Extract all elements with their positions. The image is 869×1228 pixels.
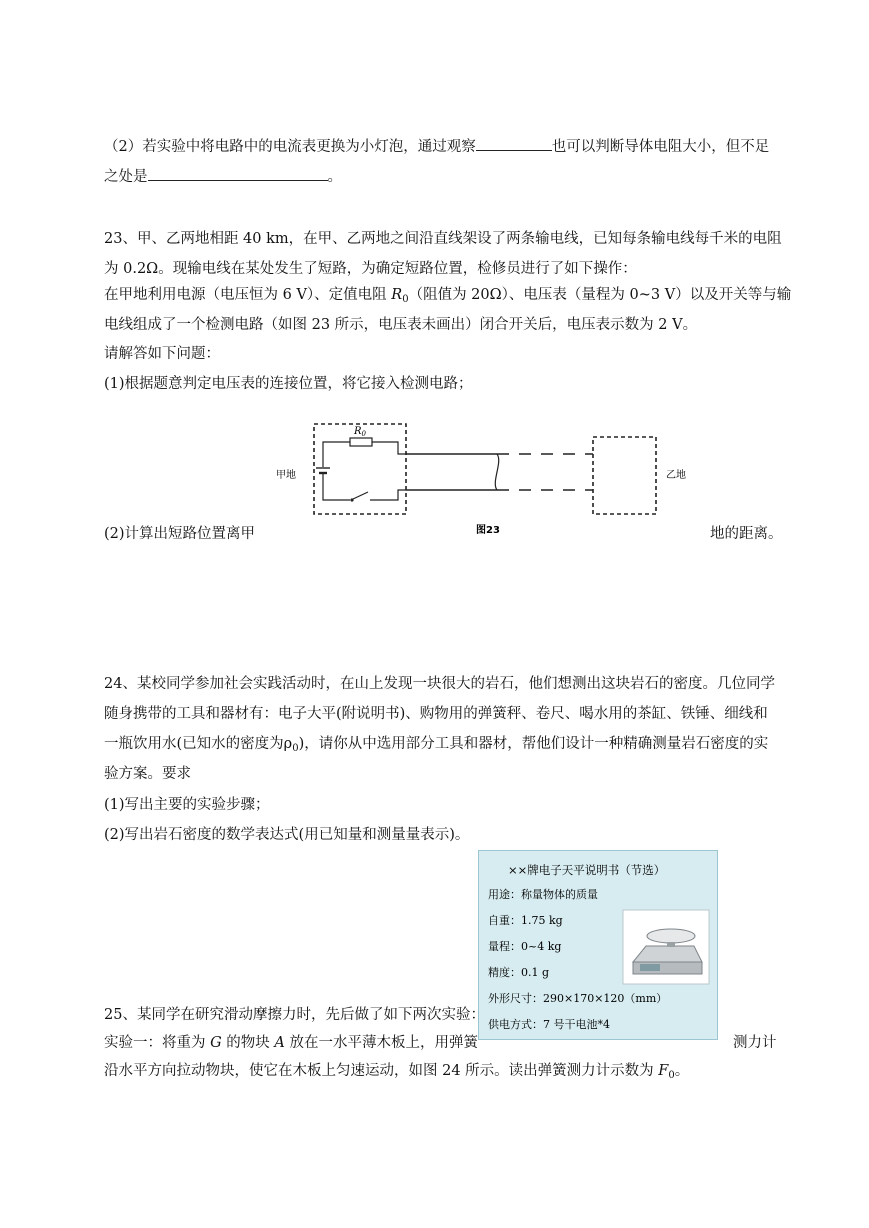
q25-text: 。: [674, 1063, 690, 1079]
q23-text: 在甲地利用电源（电压恒为 6 V）、定值电阻: [104, 287, 392, 303]
q24-line6: (2)写出岩石密度的数学表达式(用已知量和测量量表示)。: [104, 827, 470, 843]
manual-row: 外形尺寸：290×170×120（mm）: [488, 992, 668, 1005]
q24-line2: 随身携带的工具和器材有：电子大平(附说明书)、购物用的弹簧秤、卷尺、喝水用的茶缸、铁锤、细线和: [104, 706, 768, 722]
q23-line6: (1)根据题意判定电压表的连接位置，将它接入检测电路；: [104, 376, 473, 392]
subscript: 0: [402, 294, 409, 305]
q25-line2-end: 测力计: [733, 1035, 777, 1051]
short-circuit: [495, 454, 498, 490]
q25-text: 放在一水平薄木板上，用弹簧: [284, 1035, 479, 1051]
pan-stem-icon: [667, 942, 675, 947]
label-jiadi: 甲地: [276, 470, 296, 481]
q22-text-d: 。: [327, 169, 342, 185]
q24-text: )，请你从中选用部分工具和器材，帮他们设计一种精确测量岩石密度的实: [298, 736, 769, 752]
manual-title: ××牌电子天平说明书（节选）: [508, 863, 666, 877]
subscript: 0: [292, 743, 299, 754]
q25-text: 的物块: [221, 1035, 275, 1051]
wire: [323, 473, 350, 500]
q24-line5: (1)写出主要的实验步骤；: [104, 797, 270, 813]
var-a: A: [274, 1035, 285, 1051]
resistor-r0: [350, 438, 372, 446]
q24-line1: 24、某校同学参加社会实践活动时，在山上发现一块很大的岩石，他们想测出这块岩石的密度。几位同学: [104, 676, 775, 692]
q23-line7a: (2)计算出短路位置离甲: [104, 526, 256, 542]
answer-blank[interactable]: [476, 136, 552, 151]
q23-line4: 电线组成了一个检测电路（如图 23 所示，电压表未画出）闭合开关后，电压表示数为 2 V。: [104, 317, 698, 333]
q23-line3: [104, 283, 791, 305]
balance-display-icon: [640, 964, 660, 971]
switch-lever: [353, 492, 368, 499]
q22-part2-line1: [104, 135, 769, 156]
q25-line1: 25、某同学在研究滑动摩擦力时，先后做了如下两次实验：: [104, 1007, 485, 1023]
q22-text-c: 之处是: [104, 169, 148, 185]
answer-blank[interactable]: [148, 166, 328, 181]
circuit-diagram: [266, 412, 706, 542]
manual-row: 用途：称量物体的质量: [488, 888, 598, 901]
q23-line1: 23、甲、乙两地相距 40 km，在甲、乙两地之间沿直线架设了两条输电线，已知每条输电线每千米的电阻: [104, 231, 782, 247]
wire: [372, 442, 406, 454]
resistor-label: $R_0$: [354, 426, 366, 438]
q24-line4: 验方案。要求: [104, 766, 191, 782]
q23-line7b: 地的距离。: [710, 526, 783, 542]
resistor-symbol: R: [391, 287, 403, 303]
q25-text: 实验一：将重为: [104, 1035, 211, 1051]
balance-manual-panel: [478, 850, 718, 1040]
label-yidi: 乙地: [666, 470, 686, 481]
q22-text-a: （2）若实验中将电路中的电流表更换为小灯泡，通过观察: [104, 139, 476, 155]
q25-text: 沿水平方向拉动物块，使它在木板上匀速运动，如图 24 所示。读出弹簧测力计示数为: [104, 1063, 659, 1079]
q24-line3: [104, 732, 768, 754]
wire: [323, 442, 350, 467]
figure-caption: 图23: [476, 525, 500, 536]
q25-line2: [104, 1031, 478, 1052]
subscript: 0: [668, 1070, 675, 1081]
weighing-pan-icon: [647, 929, 695, 943]
yidi-box: [593, 437, 656, 514]
var-g: G: [210, 1035, 222, 1051]
q22-part2-line2: [104, 165, 342, 186]
q23-text: （阻值为 20Ω）、电压表（量程为 0~3 V）以及开关等与输: [408, 287, 792, 303]
q22-text-b: 也可以判断导体电阻大小，但不足: [551, 139, 770, 155]
q23-line5: 请解答如下问题：: [104, 346, 220, 362]
balance-picture: [623, 910, 709, 984]
q23-line2: 为 0.2Ω。现输电线在某处发生了短路，为确定短路位置，检修员进行了如下操作：: [104, 261, 637, 277]
manual-row: 精度：0.1 g: [488, 966, 550, 979]
wire: [370, 490, 406, 500]
q25-line3: [104, 1059, 689, 1081]
q24-text: 一瓶饮用水(已知水的密度为ρ: [104, 736, 293, 752]
var-f: F: [658, 1063, 669, 1079]
manual-row: 量程：0~4 kg: [488, 940, 562, 953]
manual-row: 自重：1.75 kg: [488, 914, 563, 927]
manual-row: 供电方式：7 号干电池*4: [488, 1018, 610, 1031]
